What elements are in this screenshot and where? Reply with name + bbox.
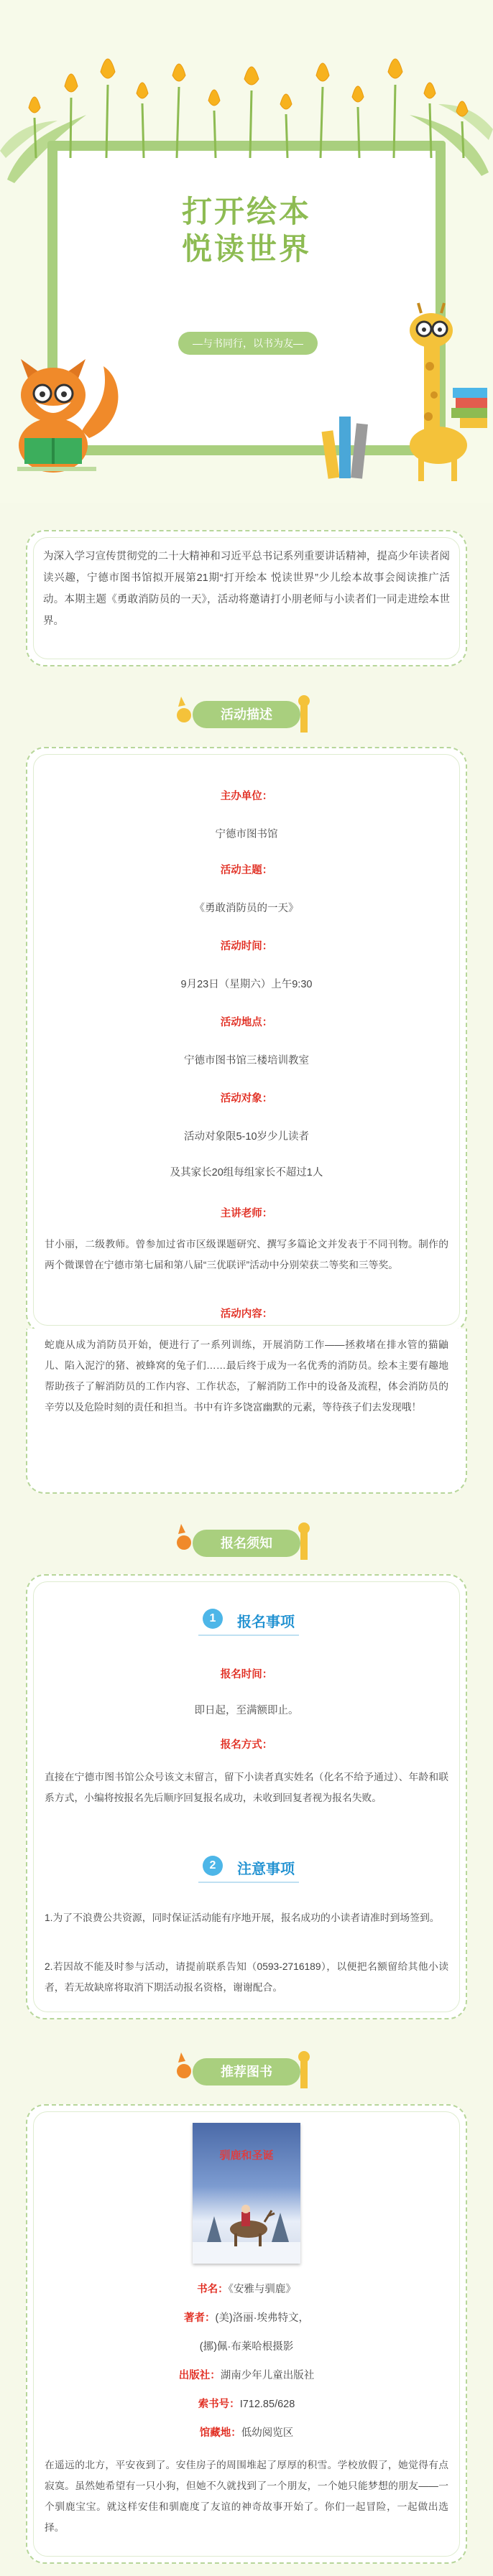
content-label: 活动内容： bbox=[220, 1308, 273, 1320]
signup-method-text: 直接在宁德市图书馆公众号该文末留言，留下小读者真实姓名（化名不给予通过）、年龄和联系方式，小编将按报名先后顺序回复报名成功，未收到回复者视为报名失败。 bbox=[45, 1772, 448, 1803]
book-publisher-row bbox=[26, 2367, 467, 2382]
step-number-2: 2 bbox=[203, 1856, 223, 1876]
giraffe-icon bbox=[374, 302, 493, 488]
book-photographer: (挪)佩·布莱哈根摄影 bbox=[199, 2341, 294, 2353]
activity-card-extension bbox=[26, 747, 467, 1350]
theme-label: 活动主题： bbox=[220, 865, 273, 876]
notice-heading: 注意事项 bbox=[237, 1861, 295, 1877]
time-value: 9月23日（星期六）上午9:30 bbox=[180, 979, 313, 990]
book-name-row bbox=[26, 2281, 467, 2296]
hero-slogan: —与书同行，以书为友— bbox=[178, 332, 318, 355]
signup-time-label: 报名时间： bbox=[220, 1669, 273, 1680]
book-name-label: 书名： bbox=[197, 2284, 229, 2295]
book-callnumber-label: 索书号： bbox=[198, 2399, 240, 2410]
hero-title-line1: 打开绘本 bbox=[181, 195, 311, 228]
organizer-label: 主办单位： bbox=[220, 791, 273, 802]
heading-underline bbox=[198, 1635, 299, 1636]
book-callnumber-row bbox=[26, 2396, 467, 2411]
book-author-row bbox=[26, 2310, 467, 2325]
book-cover-title: 驯鹿和圣诞 bbox=[219, 2149, 274, 2162]
book-author-label: 著者： bbox=[184, 2312, 216, 2324]
content-text: 蛇鹿从成为消防员开始，便进行了一系列训练，开展消防工作——拯救堵在排水管的猫鼬儿、陷入泥泞的猪、被蜂窝的兔子们……最后终于成为一名优秀的消防员。绘本主要有趣地帮助孩子了解消防员的工作内容、工作状态，了解消防工作中的设备及流程，体会消防员的辛劳以及危险时刻的责任和担当。书中有许多饶富幽默的元素，等待孩子们去发现哦！ bbox=[45, 1339, 448, 1413]
intro-text: 为深入学习宣传贯彻党的二十大精神和习近平总书记系列重要讲话精神，提高少年读者阅读兴趣，宁德市图书馆拟开展第21期“打开绘本 悦读世界”少儿绘本故事会阅读推广活动。本期主题《勇敢消防员的一天》，活动将邀请打小朋老师与小读者们一同走进绘本世界。 bbox=[43, 551, 450, 627]
book-location-value: 低幼阅览区 bbox=[241, 2427, 294, 2439]
book-summary: 在遥远的北方，平安夜到了。安佳房子的周围堆起了厚厚的积雪。学校放假了，她觉得有点寂寞。虽然她希望有一只小狗，但她不久就找到了一个朋友，一个她只能梦想的朋友——一个驯鹿宝宝。就这样安佳和驯鹿度了友谊的神奇故事开始了。你们一起冒险，一起做出选择。 bbox=[45, 2460, 448, 2533]
target-value-2: 及其家长20组每组家长不超过1人 bbox=[170, 1167, 323, 1178]
notice-item-2: 2.若因故不能及时参与活动，请提前联系告知（0593-2716189），以便把名额留给其他小读者，若无故缺席将取消下期活动报名资格，谢谢配合。 bbox=[45, 1961, 448, 1993]
book-publisher-label: 出版社： bbox=[178, 2370, 221, 2381]
heading-underline bbox=[198, 1882, 299, 1883]
book-location-label: 馆藏地： bbox=[199, 2427, 241, 2439]
book-location-row bbox=[26, 2424, 467, 2440]
books-stack-icon bbox=[319, 402, 377, 481]
book-cover bbox=[193, 2123, 300, 2264]
target-value-1: 活动对象限5-10岁少儿读者 bbox=[183, 1131, 310, 1143]
section-badge-signup: 报名须知 bbox=[193, 1530, 300, 1557]
reindeer-icon bbox=[193, 2173, 300, 2264]
book-author-value: (美)洛丽·埃弗特文， bbox=[215, 2312, 309, 2324]
theme-value: 《勇敢消防员的一天》 bbox=[194, 903, 299, 914]
book-name-value: 《安雅与驯鹿》 bbox=[228, 2284, 296, 2295]
place-value: 宁德市图书馆三楼培训教室 bbox=[184, 1055, 309, 1066]
speaker-label: 主讲老师： bbox=[220, 1208, 273, 1219]
time-label: 活动时间： bbox=[220, 941, 273, 952]
signup-time-value: 即日起，至满额即止。 bbox=[194, 1705, 299, 1716]
fox-reading-icon bbox=[3, 338, 125, 481]
organizer-value: 宁德市图书馆 bbox=[215, 829, 278, 840]
tulip-row-icon bbox=[14, 43, 479, 158]
section-badge-activity: 活动描述 bbox=[193, 701, 300, 728]
signup-heading: 报名事项 bbox=[237, 1614, 295, 1630]
target-label: 活动对象： bbox=[220, 1093, 273, 1105]
speaker-text: 甘小丽，二级教师。曾参加过省市区级课题研究、撰写多篇论文并发表于不同刊物。制作的两个微课曾在宁德市第七届和第八届“三优联评”活动中分别荣获二等奖和三等奖。 bbox=[45, 1239, 448, 1270]
section-badge-books: 推荐图书 bbox=[193, 2058, 300, 2086]
place-label: 活动地点： bbox=[220, 1017, 273, 1028]
book-callnumber-value: I712.85/628 bbox=[239, 2399, 295, 2410]
notice-item-1: 1.为了不浪费公共资源，同时保证活动能有序地开展，报名成功的小读者请准时到场签到。 bbox=[45, 1912, 440, 1923]
hero-banner bbox=[0, 0, 493, 503]
book-publisher-value: 湖南少年儿童出版社 bbox=[220, 2370, 315, 2381]
signup-method-label: 报名方式： bbox=[220, 1739, 273, 1751]
hero-title-line2: 悦读世界 bbox=[181, 232, 311, 266]
step-number-1: 1 bbox=[203, 1609, 223, 1629]
